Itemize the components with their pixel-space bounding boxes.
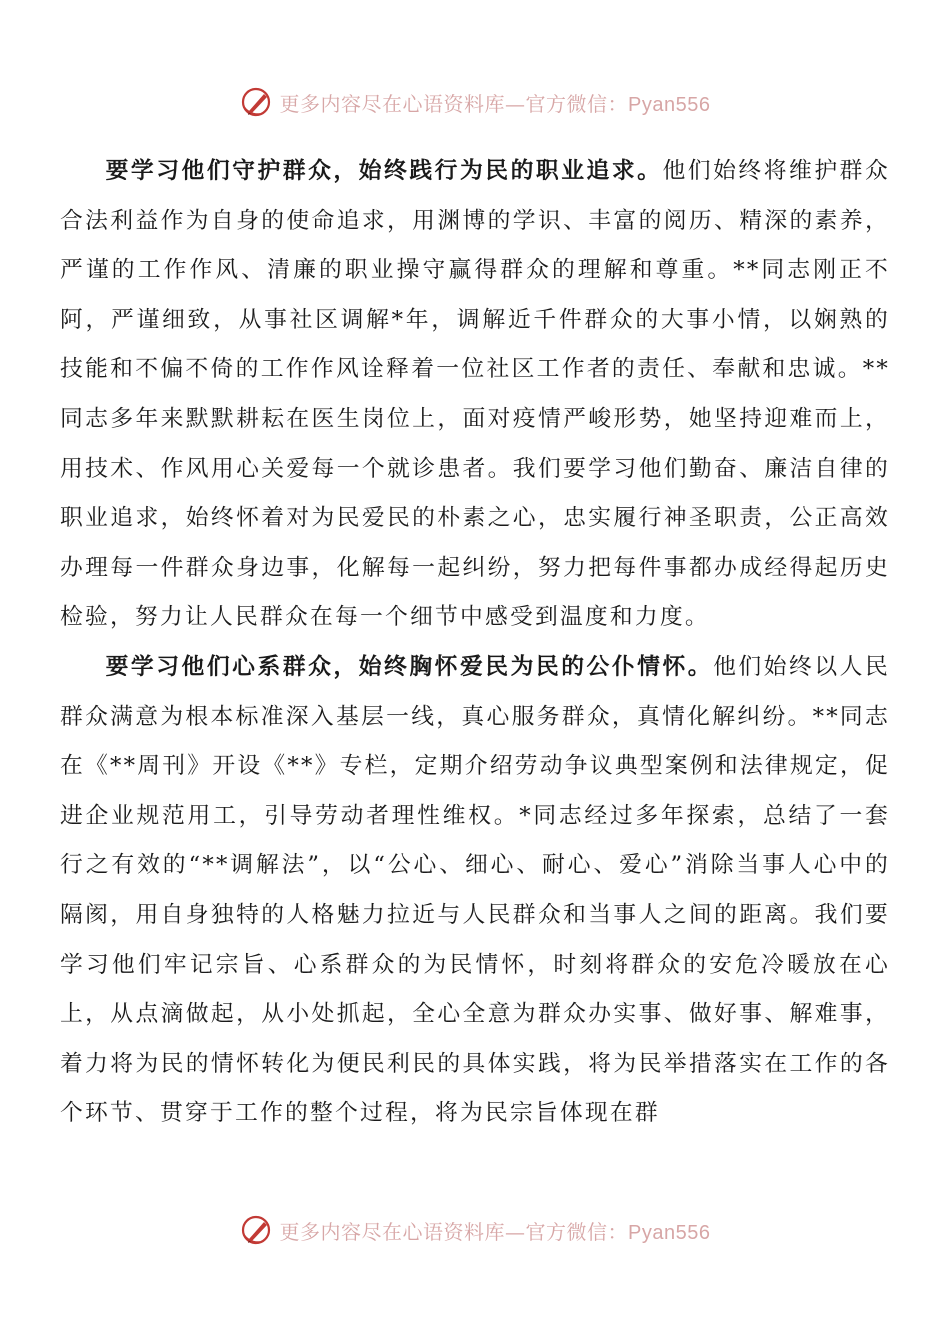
paragraph-2-lead: 要学习他们心系群众，始终胸怀爱民为民的公仆情怀。	[105, 653, 714, 680]
pen-logo-icon	[240, 85, 274, 119]
paragraph-2	[60, 643, 890, 1139]
paragraph-1-body: 他们始终将维护群众合法利益作为自身的使命追求，用渊博的学识、丰富的阅历、精深的素养，严谨的工作作风、清廉的职业操守赢得群众的理解和尊重。**同志刚正不阿，严谨细致，从事社区调解*年，调解近千件群众的大事小情，以娴熟的技能和不偏不倚的工作作风诠释着一位社区工作者的责任、奉献和忠诚。**同志多年来默默耕耘在医生岗位上，面对疫情严峻形势，她坚持迎难而上，用技术、作风用心关爱每一个就诊患者。我们要学习他们勤奋、廉洁自律的职业追求，始终怀着对为民爱民的朴素之心，忠实履行神圣职责，公正高效办理每一件群众身边事，化解每一起纠纷，努力把每件事都办成经得起历史检验，努力让人民群众在每一个细节中感受到温度和力度。	[60, 158, 890, 631]
paragraph-1-lead: 要学习他们守护群众，始终践行为民的职业追求。	[105, 158, 663, 184]
header-watermark	[0, 82, 950, 122]
watermark-text: 更多内容尽在心语资料库—官方微信：Pyan556	[279, 91, 711, 116]
pen-logo-icon	[240, 1213, 274, 1247]
watermark-text: 更多内容尽在心语资料库—官方微信：Pyan556	[279, 1219, 711, 1244]
wechat-id: Pyan556	[628, 1221, 711, 1244]
paragraph-1	[60, 147, 890, 643]
document-body	[60, 147, 890, 1139]
wechat-id: Pyan556	[628, 93, 711, 116]
footer-watermark	[0, 1210, 950, 1250]
paragraph-2-body: 他们始终以人民群众满意为根本标准深入基层一线，真心服务群众，真情化解纠纷。**同志在《**周刊》开设《**》专栏，定期介绍劳动争议典型案例和法律规定，促进企业规范用工，引导劳动者理性维权。*同志经过多年探索，总结了一套行之有效的“**调解法”，以“公心、细心、耐心、爱心”消除当事人心中的隔阂，用自身独特的人格魅力拉近与人民群众和当事人之间的距离。我们要学习他们牢记宗旨、心系群众的为民情怀，时刻将群众的安危冷暖放在心上，从点滴做起，从小处抓起，全心全意为群众办实事、做好事、解难事，着力将为民的情怀转化为便民利民的具体实践，将为民举措落实在工作的各个环节、贯穿于工作的整个过程，将为民宗旨体现在群	[60, 653, 890, 1127]
